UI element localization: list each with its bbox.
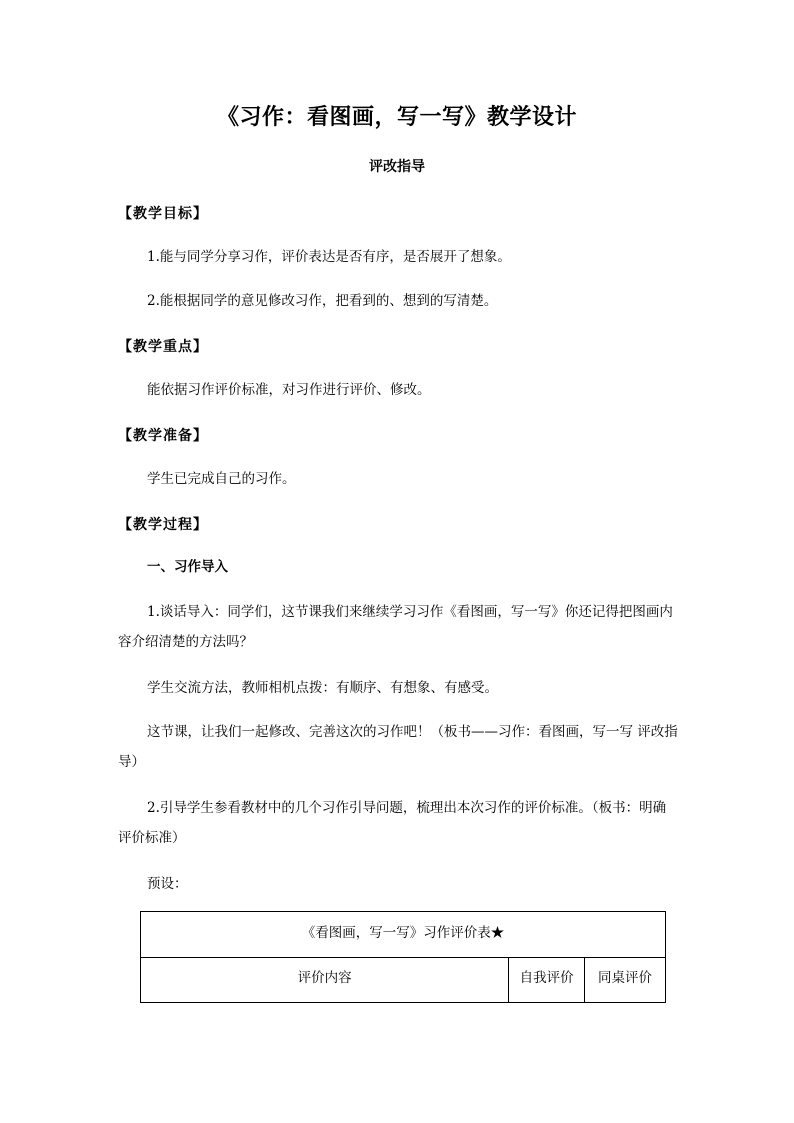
section-heading-key-points: 【教学重点】 [118,339,208,355]
section-heading-process: 【教学过程】 [118,517,208,533]
process-paragraph-2: 学生交流方法，教师相机点拨：有顺序、有想象、有感受。 [147,680,498,696]
process-step-title: 一、习作导入 [147,559,228,575]
process-paragraph-1: 1.谈话导入：同学们，这节课我们来继续学习习作《看图画，写一写》你还记得把图画内容介绍清楚的方法吗？ [118,604,673,650]
page-title: 《习作：看图画，写一写》教学设计 [216,105,577,130]
evaluation-table-caption: 《看图画，写一写》习作评价表★ [141,912,666,958]
goal-item-1: 1.能与同学分享习作，评价表达是否有序，是否展开了想象。 [147,249,511,265]
process-paragraph-3: 这节课，让我们一起修改、完善这次的习作吧！（板书——习作：看图画，写一写 评改指导） [118,724,678,770]
table-header-content: 评价内容 [141,958,509,1003]
table-header-self-eval: 自我评价 [509,958,585,1003]
section-heading-goals: 【教学目标】 [118,206,208,222]
goal-item-2: 2.能根据同学的意见修改习作，把看到的、想到的写清楚。 [147,293,498,309]
key-points-text: 能依据习作评价标准，对习作进行评价、修改。 [147,382,431,398]
section-heading-preparation: 【教学准备】 [118,428,208,444]
process-paragraph-5: 预设： [147,876,188,892]
table-header-peer-eval: 同桌评价 [585,958,666,1003]
preparation-text: 学生已完成自己的习作。 [147,471,296,487]
page-subtitle: 评改指导 [369,159,425,175]
process-paragraph-4: 2.引导学生参看教材中的几个习作引导问题，梳理出本次习作的评价标准。（板书：明确评价标准） [118,800,667,846]
evaluation-table [140,911,666,1003]
